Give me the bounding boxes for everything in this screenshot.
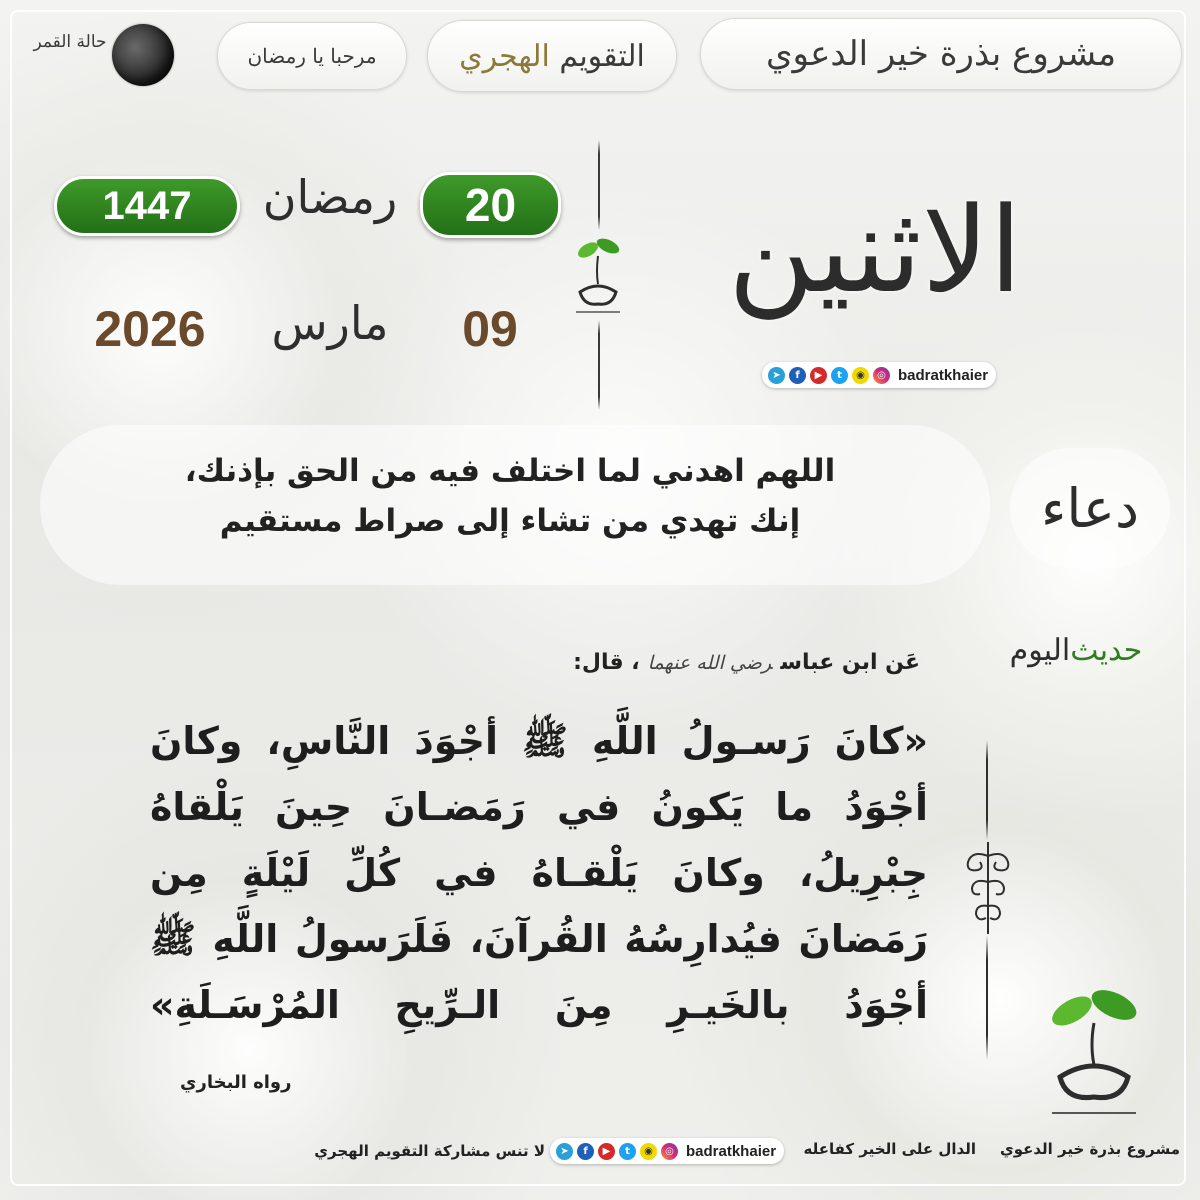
footer-motto: الدال على الخير كفاعله (803, 1140, 976, 1158)
snapchat-icon[interactable]: ◉ (852, 367, 869, 384)
hadith-label (980, 608, 1172, 692)
gregorian-year: 2026 (94, 301, 206, 357)
vertical-divider-top (598, 140, 600, 230)
social-bar-top (762, 362, 996, 388)
social-handle[interactable]: badratkhaier (686, 1142, 777, 1160)
hijri-calendar-label (427, 20, 677, 92)
dua-label (1010, 448, 1170, 568)
hijri-calendar-label-word-1: التقويم (559, 38, 645, 74)
hadith-narrator (420, 650, 920, 675)
project-title-text: مشروع بذرة خير الدعوي (765, 34, 1117, 74)
dua-label-text: دعاء (1040, 476, 1140, 540)
twitter-icon[interactable]: t (619, 1143, 636, 1160)
moon-icon (112, 24, 174, 86)
hijri-year: 1447 (102, 183, 192, 228)
dua-text (140, 446, 880, 546)
gregorian-day: 09 (462, 301, 518, 357)
instagram-icon[interactable]: ◎ (873, 367, 890, 384)
gregorian-month: مارس (271, 296, 389, 350)
dua-line-1: اللهم اهدني لما اختلف فيه من الحق بإذنك، (184, 453, 836, 489)
youtube-icon[interactable]: ▶ (810, 367, 827, 384)
day-name: الاثنين (728, 181, 1022, 319)
narrator-honorific: رضي الله عنهما (647, 652, 773, 674)
hadith-text: «كانَ رَسـولُ اللَّهِ ﷺ أجْوَدَ النَّاسِ، وكانَ أجْوَدُ ما يَكونُ في رَمَضـانَ حِينَ يَلْقاهُ جِبْرِيلُ، وكانَ يَلْقـاهُ في كُلِّ لَيْلَةٍ مِن رَمَضانَ فيُدارِسُهُ القُرآنَ، فَلَرَسولُ اللَّهِ ﷺ أجْوَدُ بالخَيـرِ مِنَ الـرِّيحِ المُرْسَـلَةِ» (150, 719, 928, 1027)
hadith-source: رواه البخاري (180, 1072, 292, 1093)
ramadan-greeting (217, 22, 407, 90)
facebook-icon[interactable]: f (577, 1143, 594, 1160)
hijri-day: 20 (464, 179, 517, 231)
snapchat-icon[interactable]: ◉ (640, 1143, 657, 1160)
hijri-month: رمضان (262, 170, 398, 224)
hadith-label-word-1: حديث (1070, 632, 1143, 668)
ornament-line-top (986, 740, 988, 840)
ornament-line-bottom (986, 935, 988, 1060)
instagram-icon[interactable]: ◎ (661, 1143, 678, 1160)
narrator-suffix: ، قال: (573, 650, 640, 675)
seed-logo-large-icon (1030, 985, 1160, 1125)
twitter-icon[interactable]: t (831, 367, 848, 384)
hijri-year-badge (54, 176, 240, 236)
ramadan-greeting-text: مرحبا يا رمضان (247, 44, 377, 68)
footer-project-name: مشروع بذرة خير الدعوي (999, 1140, 1180, 1158)
moon-phase (30, 22, 200, 90)
social-bar-bottom (550, 1138, 784, 1164)
project-title (700, 18, 1182, 90)
hijri-calendar-label-word-2: الهجري (459, 38, 550, 74)
hadith-label-word-2: اليوم (1009, 632, 1071, 668)
seed-logo-icon (562, 232, 634, 322)
telegram-icon[interactable]: ➤ (556, 1143, 573, 1160)
facebook-icon[interactable]: f (789, 367, 806, 384)
vertical-divider-bottom (598, 320, 600, 410)
footer-share-note: لا تنس مشاركة التقويم الهجري (314, 1142, 545, 1160)
floral-ornament-icon (958, 842, 1018, 934)
telegram-icon[interactable]: ➤ (768, 367, 785, 384)
hijri-day-badge (420, 172, 561, 238)
youtube-icon[interactable]: ▶ (598, 1143, 615, 1160)
footer-project (800, 1140, 1180, 1158)
narrator-prefix: عَن ابن عباس (780, 650, 920, 675)
dua-line-2: إنك تهدي من تشاء إلى صراط مستقيم (219, 503, 801, 539)
social-handle[interactable]: badratkhaier (898, 366, 989, 384)
moon-label: حالة القمر (33, 32, 107, 52)
